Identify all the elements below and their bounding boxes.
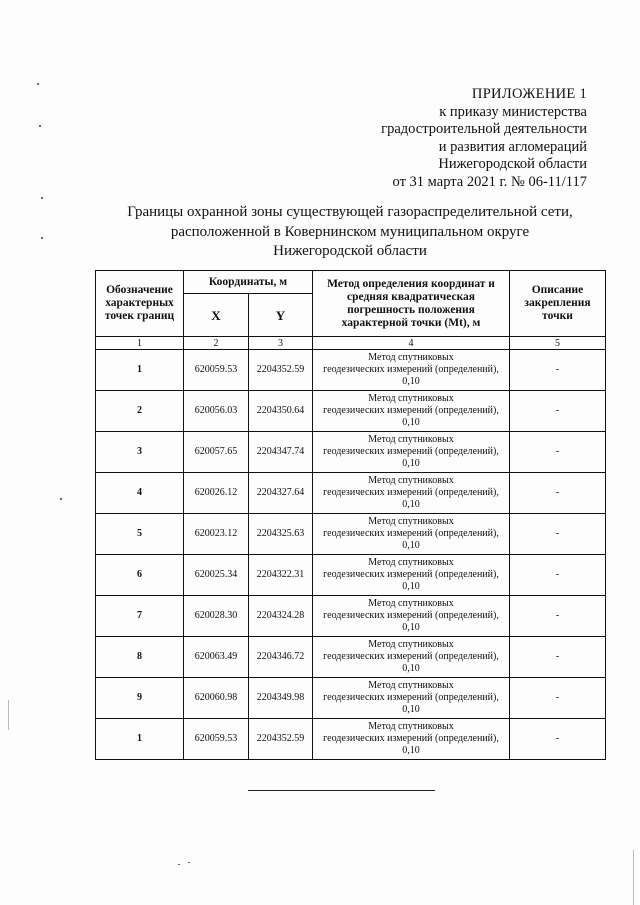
method-cell bbox=[313, 678, 510, 719]
method-text-line: 0,10 bbox=[402, 417, 420, 428]
method-text-line: 0,10 bbox=[402, 458, 420, 469]
signature-separator-line bbox=[248, 790, 435, 791]
point-cell: 9 bbox=[96, 678, 184, 719]
column-number: 3 bbox=[249, 337, 313, 350]
y-coordinate-cell: 2204327.64 bbox=[249, 473, 313, 514]
x-coordinate-cell: 620026.12 bbox=[184, 473, 249, 514]
column-number: 2 bbox=[184, 337, 249, 350]
point-cell: 7 bbox=[96, 596, 184, 637]
title-line-2: расположенной в Ковернинском муниципальном округе bbox=[170, 223, 530, 240]
point-cell: 8 bbox=[96, 637, 184, 678]
method-text-line: геодезических измерений (определений), bbox=[323, 692, 499, 703]
x-coordinate-cell: 620059.53 bbox=[184, 350, 249, 391]
header-x: X bbox=[184, 294, 249, 337]
method-text-line: 0,10 bbox=[402, 622, 420, 633]
point-cell: 5 bbox=[96, 514, 184, 555]
appendix-line-1: ПРИЛОЖЕНИЕ 1 bbox=[471, 86, 587, 102]
method-text-line: 0,10 bbox=[402, 704, 420, 715]
method-cell bbox=[313, 350, 510, 391]
method-text-line: Метод спутниковых bbox=[368, 598, 454, 609]
point-cell: 1 bbox=[96, 350, 184, 391]
scan-speck bbox=[39, 125, 41, 127]
y-coordinate-cell: 2204352.59 bbox=[249, 719, 313, 760]
column-number: 4 bbox=[313, 337, 510, 350]
scan-speck bbox=[41, 197, 43, 199]
table-row bbox=[96, 350, 606, 391]
header-coords: Координаты, м bbox=[184, 271, 313, 294]
scan-edge bbox=[633, 850, 634, 905]
method-text-line: геодезических измерений (определений), bbox=[323, 733, 499, 744]
method-text-line: 0,10 bbox=[402, 745, 420, 756]
method-text-line: геодезических измерений (определений), bbox=[323, 405, 499, 416]
method-cell bbox=[313, 637, 510, 678]
method-cell bbox=[313, 432, 510, 473]
appendix-line-3: градостроительной деятельности bbox=[381, 121, 587, 137]
y-coordinate-cell: 2204347.74 bbox=[249, 432, 313, 473]
point-cell: 4 bbox=[96, 473, 184, 514]
point-cell: 3 bbox=[96, 432, 184, 473]
y-coordinate-cell: 2204325.63 bbox=[249, 514, 313, 555]
table-row bbox=[96, 473, 606, 514]
table-row bbox=[96, 637, 606, 678]
column-numbers-row bbox=[96, 337, 606, 350]
x-coordinate-cell: 620059.53 bbox=[184, 719, 249, 760]
table-row bbox=[96, 555, 606, 596]
method-cell bbox=[313, 596, 510, 637]
method-text-line: Метод спутниковых bbox=[368, 680, 454, 691]
y-coordinate-cell: 2204349.98 bbox=[249, 678, 313, 719]
x-coordinate-cell: 620063.49 bbox=[184, 637, 249, 678]
table-row bbox=[96, 514, 606, 555]
scan-speck bbox=[37, 83, 39, 85]
table-row bbox=[96, 678, 606, 719]
method-text-line: Метод спутниковых bbox=[368, 557, 454, 568]
appendix-line-4: и развития агломераций bbox=[438, 138, 587, 155]
method-text-line: геодезических измерений (определений), bbox=[323, 651, 499, 662]
method-cell bbox=[313, 514, 510, 555]
scan-speck bbox=[178, 864, 180, 865]
y-coordinate-cell: 2204324.28 bbox=[249, 596, 313, 637]
column-number: 5 bbox=[510, 337, 606, 350]
x-coordinate-cell: 620028.30 bbox=[184, 596, 249, 637]
title-line-3: Нижегородской области bbox=[273, 243, 427, 259]
header-description: Описание закрепления точки bbox=[510, 271, 606, 337]
point-cell: 6 bbox=[96, 555, 184, 596]
point-cell: 2 bbox=[96, 391, 184, 432]
table-row bbox=[96, 719, 606, 760]
method-text-line: 0,10 bbox=[402, 540, 420, 551]
method-text-line: 0,10 bbox=[402, 499, 420, 510]
x-coordinate-cell: 620056.03 bbox=[184, 391, 249, 432]
scan-speck bbox=[41, 237, 43, 239]
method-text-line: Метод спутниковых bbox=[368, 475, 454, 486]
appendix-header bbox=[307, 86, 587, 191]
document-title bbox=[80, 203, 620, 262]
method-text-line: Метод спутниковых bbox=[368, 721, 454, 732]
method-text-line: Метод спутниковых bbox=[368, 639, 454, 650]
method-text-line: Метод спутниковых bbox=[368, 352, 454, 363]
method-text-line: геодезических измерений (определений), bbox=[323, 569, 499, 580]
y-coordinate-cell: 2204322.31 bbox=[249, 555, 313, 596]
description-cell: - bbox=[510, 719, 606, 760]
method-text-line: Метод спутниковых bbox=[368, 434, 454, 445]
description-cell: - bbox=[510, 514, 606, 555]
x-coordinate-cell: 620025.34 bbox=[184, 555, 249, 596]
method-cell bbox=[313, 473, 510, 514]
description-cell: - bbox=[510, 350, 606, 391]
method-text-line: Метод спутниковых bbox=[368, 393, 454, 404]
method-text-line: геодезических измерений (определений), bbox=[323, 364, 499, 375]
title-line-1: Границы охранной зоны существующей газораспределительной сети, bbox=[127, 204, 573, 220]
method-cell bbox=[313, 391, 510, 432]
coordinates-table bbox=[95, 270, 606, 760]
table-row bbox=[96, 391, 606, 432]
header-method: Метод определения координат и средняя квадратическая погрешность положения характерной точки (Mt), м bbox=[313, 271, 510, 337]
point-cell: 1 bbox=[96, 719, 184, 760]
description-cell: - bbox=[510, 596, 606, 637]
description-cell: - bbox=[510, 637, 606, 678]
scan-edge bbox=[8, 700, 9, 730]
description-cell: - bbox=[510, 473, 606, 514]
appendix-line-5: Нижегородской области bbox=[438, 156, 587, 172]
x-coordinate-cell: 620060.98 bbox=[184, 678, 249, 719]
y-coordinate-cell: 2204350.64 bbox=[249, 391, 313, 432]
y-coordinate-cell: 2204352.59 bbox=[249, 350, 313, 391]
description-cell: - bbox=[510, 391, 606, 432]
scan-speck bbox=[60, 498, 62, 500]
header-point: Обозначение характерных точек границ bbox=[96, 271, 184, 337]
method-text-line: Метод спутниковых bbox=[368, 516, 454, 527]
y-coordinate-cell: 2204346.72 bbox=[249, 637, 313, 678]
method-text-line: геодезических измерений (определений), bbox=[323, 487, 499, 498]
appendix-line-2: к приказу министерства bbox=[439, 103, 587, 120]
table-row bbox=[96, 432, 606, 473]
method-cell bbox=[313, 555, 510, 596]
description-cell: - bbox=[510, 555, 606, 596]
method-text-line: геодезических измерений (определений), bbox=[323, 528, 499, 539]
column-number: 1 bbox=[96, 337, 184, 350]
scan-speck bbox=[188, 862, 190, 863]
method-text-line: геодезических измерений (определений), bbox=[323, 610, 499, 621]
x-coordinate-cell: 620023.12 bbox=[184, 514, 249, 555]
x-coordinate-cell: 620057.65 bbox=[184, 432, 249, 473]
method-text-line: 0,10 bbox=[402, 376, 420, 387]
description-cell: - bbox=[510, 678, 606, 719]
header-y: Y bbox=[249, 294, 313, 337]
description-cell: - bbox=[510, 432, 606, 473]
method-text-line: 0,10 bbox=[402, 663, 420, 674]
method-text-line: 0,10 bbox=[402, 581, 420, 592]
table-row bbox=[96, 596, 606, 637]
method-cell bbox=[313, 719, 510, 760]
appendix-line-6: от 31 марта 2021 г. № 06-11/117 bbox=[392, 173, 587, 190]
method-text-line: геодезических измерений (определений), bbox=[323, 446, 499, 457]
